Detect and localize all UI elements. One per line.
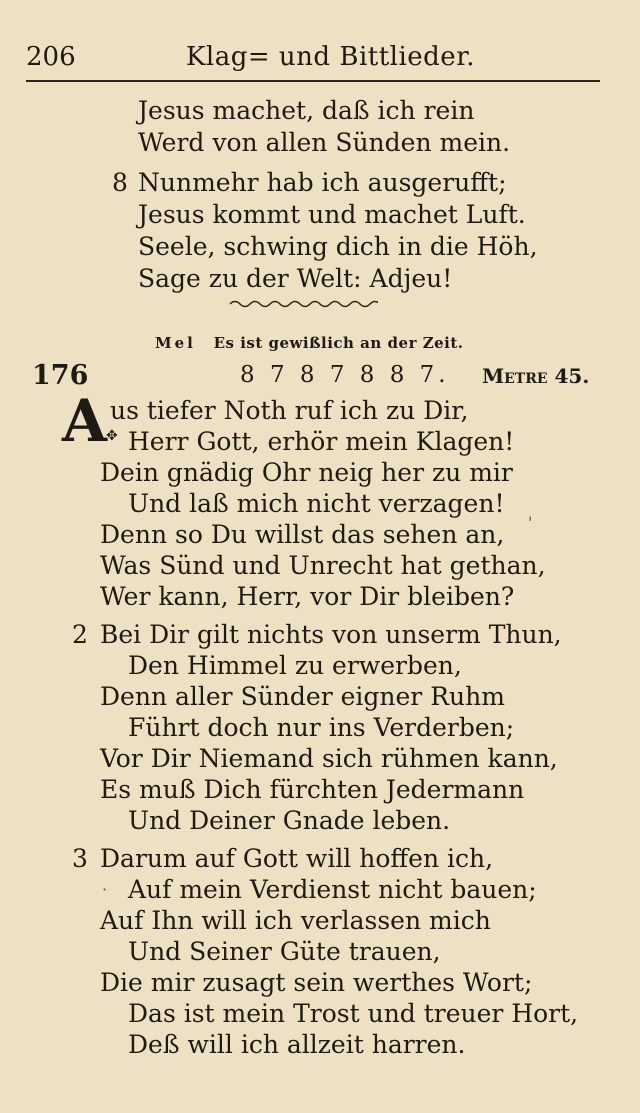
verse-line: Auf Ihn will ich verlassen mich xyxy=(100,906,491,935)
page-number: 206 xyxy=(26,42,76,72)
verse-line: Und laß mich nicht verzagen! xyxy=(128,489,505,518)
header-rule xyxy=(26,80,600,82)
verse-line: Deß will ich allzeit harren. xyxy=(128,1030,466,1059)
running-title: Klag= und Bittlieder. xyxy=(186,42,476,72)
verse-line: Werd von allen Sünden mein. xyxy=(138,128,511,157)
metre-label: Metre 45. xyxy=(482,364,590,388)
verse-line: Das ist mein Trost und treuer Hort, xyxy=(128,999,579,1028)
verse-line: Jesus kommt und machet Luft. xyxy=(138,200,526,229)
verse-line: Auf mein Verdienst nicht bauen; xyxy=(128,875,537,904)
verse-line: Sage zu der Welt: Adjeu! xyxy=(138,264,453,293)
verse-line: Denn aller Sünder eigner Ruhm xyxy=(100,682,505,711)
hymn-meter: 8 7 8 7 8 8 7. xyxy=(240,362,450,388)
stanza-number: 3 xyxy=(72,844,88,873)
wavy-divider xyxy=(228,298,378,310)
verse-line: Den Himmel zu erwerben, xyxy=(128,651,462,680)
verse-line: Herr Gott, erhör mein Klagen! xyxy=(128,427,515,456)
melody-title: Es ist gewißlich an der Zeit. xyxy=(213,334,464,352)
verse-line: Wer kann, Herr, vor Dir bleiben? xyxy=(100,582,515,611)
print-mark: ' xyxy=(528,513,533,532)
verse-line: Seele, schwing dich in die Höh, xyxy=(138,232,538,261)
verse-line: us tiefer Noth ruf ich zu Dir, xyxy=(110,396,469,425)
melody-label: Mel xyxy=(155,334,196,352)
page-header xyxy=(26,38,600,78)
hymn-number: 176 xyxy=(32,360,89,391)
verse-line: Es muß Dich fürchten Jedermann xyxy=(100,775,525,804)
melody-note xyxy=(155,334,464,352)
stanza-number: 8 xyxy=(112,168,128,197)
verse-line: Dein gnädig Ohr neig her zu mir xyxy=(100,458,513,487)
stanza-number: 2 xyxy=(72,620,88,649)
verse-line: Nunmehr hab ich ausgerufft; xyxy=(138,168,507,197)
fleuron-ornament: ✥ xyxy=(106,428,118,444)
verse-line: Führt doch nur ins Verderben; xyxy=(128,713,515,742)
verse-line: Bei Dir gilt nichts von unserm Thun, xyxy=(100,620,562,649)
drop-cap: A xyxy=(62,387,108,455)
verse-line: Und Deiner Gnade leben. xyxy=(128,806,451,835)
verse-line: Was Sünd und Unrecht hat gethan, xyxy=(100,551,546,580)
verse-line: Vor Dir Niemand sich rühmen kann, xyxy=(100,744,558,773)
verse-line: Und Seiner Güte trauen, xyxy=(128,937,441,966)
verse-line: Darum auf Gott will hoffen ich, xyxy=(100,844,494,873)
verse-line: Denn so Du willst das sehen an, xyxy=(100,520,505,549)
verse-line: Die mir zusagt sein werthes Wort; xyxy=(100,968,533,997)
verse-line: Jesus machet, daß ich rein xyxy=(138,96,475,125)
print-mark: · xyxy=(102,880,108,899)
